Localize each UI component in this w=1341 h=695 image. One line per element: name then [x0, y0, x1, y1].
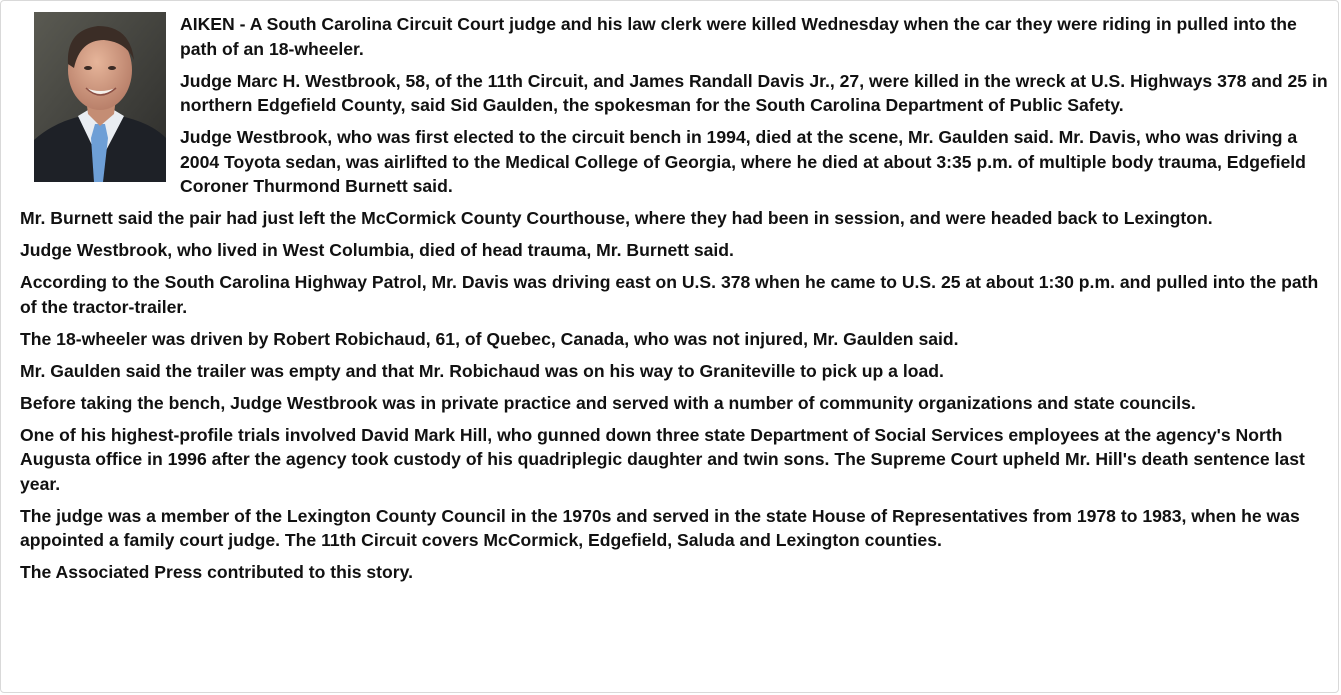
paragraph-6: According to the South Carolina Highway Patrol, Mr. Davis was driving east on U.S. 378 when he came to U.S. 25 at about 1:30 p.m. and pulled into the path of the tractor-trailer. — [20, 272, 1319, 317]
paragraph-8: Mr. Gaulden said the trailer was empty and that Mr. Robichaud was on his way to Graniteville to pick up a load. — [20, 360, 944, 381]
paragraph-2: Judge Marc H. Westbrook, 58, of the 11th Circuit, and James Randall Davis Jr., 27, were killed in the wreck at U.S. Highways 378 and 25 in northern Edgefield County, said Sid Gaulden, the spokesman for the South Carolina Department of Public Safety. — [180, 70, 1328, 115]
paragraph-10: One of his highest-profile trials involved David Mark Hill, who gunned down three state Department of Social Services employees at the agency's North Augusta office in 1996 after the agency took custody of his quadriplegic daughter and twin sons. The Supreme Court upheld Mr. Hill's death sentence last year. — [20, 424, 1305, 494]
paragraph-4: Mr. Burnett said the pair had just left the McCormick County Courthouse, where they had been in session, and were headed back to Lexington. — [20, 208, 1213, 228]
paragraph-12: The Associated Press contributed to this story. — [20, 562, 414, 582]
news-article — [20, 12, 1332, 592]
paragraph-1: AIKEN - A South Carolina Circuit Court judge and his law clerk were killed Wednesday when the car they were riding in pulled into the path of an 18-wheeler. — [180, 14, 1297, 59]
judge-portrait-photo — [34, 12, 166, 182]
paragraph-9: Before taking the bench, Judge Westbrook was in private practice and served with a number of community organizations and state councils. — [20, 392, 1196, 413]
paragraph-3: Judge Westbrook, who was first elected to the circuit bench in 1994, died at the scene, Mr. Gaulden said. Mr. Davis, who was driving a 2004 Toyota sedan, was airlifted to the Medical College of Georgia, where he died at about 3:35 p.m. of multiple body trauma, Edgefield Coroner Thurmond Burnett said. — [180, 127, 1306, 196]
paragraph-11: The judge was a member of the Lexington County Council in the 1970s and served in the state House of Representatives from 1978 to 1983, when he was appointed a family court judge. The 11th Circuit covers McCormick, Edgefield, Saluda and Lexington counties. — [20, 505, 1300, 550]
paragraph-7: The 18-wheeler was driven by Robert Robichaud, 61, of Quebec, Canada, who was not injured, Mr. Gaulden said. — [20, 328, 959, 349]
paragraph-5: Judge Westbrook, who lived in West Columbia, died of head trauma, Mr. Burnett said. — [20, 240, 734, 260]
